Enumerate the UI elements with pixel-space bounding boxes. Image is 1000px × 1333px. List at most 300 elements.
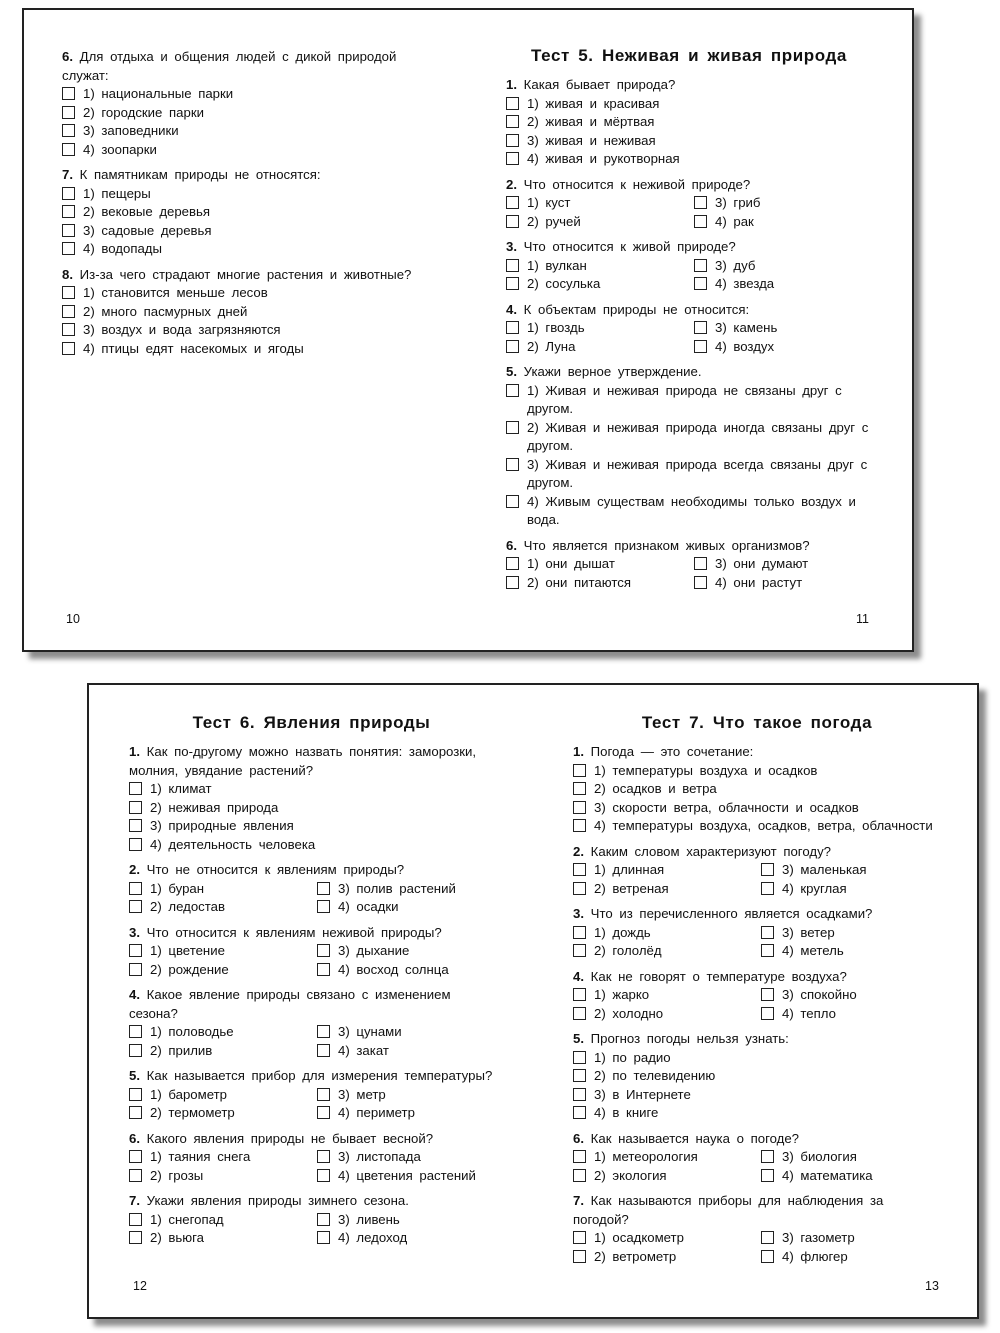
answer-option <box>129 1042 317 1061</box>
answer-option <box>317 898 494 917</box>
answer-checkbox[interactable] <box>573 819 586 832</box>
answer-option-label: 3) дуб <box>715 257 756 273</box>
question-3 <box>129 924 494 980</box>
question-prompt: Какая бывает природа? <box>523 77 676 92</box>
answer-checkbox[interactable] <box>506 259 519 272</box>
question-text <box>573 743 941 762</box>
answer-checkbox[interactable] <box>129 838 142 851</box>
question-number: 6. <box>573 1130 584 1146</box>
answer-checkbox[interactable] <box>573 1069 586 1082</box>
answer-checkbox[interactable] <box>506 384 519 397</box>
answer-checkbox[interactable] <box>506 115 519 128</box>
answer-option <box>317 1042 494 1061</box>
question-list <box>573 743 941 1266</box>
answer-checkbox[interactable] <box>761 1007 774 1020</box>
answer-checkbox[interactable] <box>129 882 142 895</box>
question-text <box>506 76 872 95</box>
answer-option <box>694 574 872 593</box>
answer-option <box>694 319 872 338</box>
answer-checkbox[interactable] <box>573 1169 586 1182</box>
answer-option <box>317 1104 494 1123</box>
answer-option-label: 2) много пасмурных дней <box>83 303 248 319</box>
answer-option-label: 1) вулкан <box>527 257 587 273</box>
answer-option <box>62 104 427 123</box>
book-spread-pages-12-13 <box>87 683 979 1319</box>
answer-checkbox[interactable] <box>506 340 519 353</box>
answer-option <box>506 338 694 357</box>
answer-checkbox[interactable] <box>506 557 519 570</box>
answer-checkbox[interactable] <box>317 1169 330 1182</box>
answer-option-label: 2) ветрометр <box>594 1248 677 1264</box>
answer-option <box>129 1023 317 1042</box>
answer-option <box>62 222 427 241</box>
answer-checkbox[interactable] <box>317 900 330 913</box>
question-1 <box>129 743 494 854</box>
answer-option-label: 2) ручей <box>527 213 581 229</box>
answer-option-label: 4) осадки <box>338 899 399 914</box>
question-number: 5. <box>573 1031 584 1046</box>
answer-option-label: 2) Луна <box>527 338 576 354</box>
answer-checkbox[interactable] <box>506 134 519 147</box>
question-prompt: Как по-другому можно назвать понятия: заморозки, молния, увядание растений? <box>129 744 477 778</box>
question-number: 2. <box>506 176 517 192</box>
question-7 <box>129 1192 494 1248</box>
answer-option-label: 4) зоопарки <box>83 141 157 157</box>
answer-checkbox[interactable] <box>573 988 586 1001</box>
answer-options <box>506 257 872 294</box>
answer-option-label: 1) половодье <box>150 1024 234 1039</box>
answer-option-label: 4) живая и рукотворная <box>527 151 680 166</box>
answer-option <box>129 1167 317 1186</box>
answer-checkbox[interactable] <box>62 342 75 355</box>
question-number: 1. <box>129 744 140 759</box>
answer-checkbox[interactable] <box>573 1051 586 1064</box>
question-6 <box>506 537 872 593</box>
answer-checkbox[interactable] <box>62 323 75 336</box>
answer-checkbox[interactable] <box>506 421 519 434</box>
question-text <box>506 238 872 257</box>
answer-option <box>129 780 494 799</box>
answer-checkbox[interactable] <box>62 87 75 100</box>
answer-checkbox[interactable] <box>506 458 519 471</box>
answer-checkbox[interactable] <box>506 576 519 589</box>
page-number: 13 <box>925 1279 939 1293</box>
answer-checkbox[interactable] <box>129 1106 142 1119</box>
page-12 <box>129 713 494 1293</box>
question-3 <box>506 238 872 294</box>
answer-option-label: 3) они думают <box>715 556 809 571</box>
answer-checkbox[interactable] <box>761 988 774 1001</box>
question-text <box>129 924 494 943</box>
answer-checkbox[interactable] <box>761 944 774 957</box>
answer-checkbox[interactable] <box>62 224 75 237</box>
question-number: 4. <box>573 968 584 984</box>
answer-checkbox[interactable] <box>694 196 707 209</box>
answer-checkbox[interactable] <box>761 1231 774 1244</box>
answer-checkbox[interactable] <box>129 1150 142 1163</box>
answer-option-label: 3) заповедники <box>83 123 179 138</box>
question-text <box>506 176 872 195</box>
answer-checkbox[interactable] <box>62 106 75 119</box>
question-prompt: Что не относится к явлениям природы? <box>146 862 405 877</box>
answer-options <box>573 1049 941 1123</box>
question-2 <box>573 843 941 899</box>
answer-option-label: 3) Живая и неживая природа всегда связаны друг с другом. <box>527 456 868 490</box>
answer-checkbox[interactable] <box>694 340 707 353</box>
answer-option-label: 2) вьюга <box>150 1230 205 1245</box>
answer-option <box>761 1248 941 1267</box>
question-number: 7. <box>573 1193 584 1208</box>
answer-checkbox[interactable] <box>694 215 707 228</box>
answer-checkbox[interactable] <box>129 1213 142 1226</box>
page-title: Тест 6. Явления природы <box>192 713 431 732</box>
answer-checkbox[interactable] <box>573 1088 586 1101</box>
answer-checkbox[interactable] <box>573 1150 586 1163</box>
answer-checkbox[interactable] <box>317 1231 330 1244</box>
answer-checkbox[interactable] <box>129 900 142 913</box>
answer-option-label: 2) осадков и ветра <box>594 781 717 796</box>
answer-checkbox[interactable] <box>694 557 707 570</box>
question-6 <box>129 1130 494 1186</box>
answer-checkbox[interactable] <box>573 1106 586 1119</box>
answer-option-label: 2) они питаются <box>527 574 631 590</box>
answer-option <box>129 1148 317 1167</box>
answer-checkbox[interactable] <box>506 215 519 228</box>
question-prompt: Как называется прибор для измерения температуры? <box>146 1068 493 1083</box>
answer-checkbox[interactable] <box>62 242 75 255</box>
answer-option-label: 3) садовые деревья <box>83 222 212 238</box>
question-5 <box>129 1067 494 1123</box>
answer-option-label: 3) в Интернете <box>594 1086 691 1102</box>
answer-option-label: 1) длинная <box>594 862 665 877</box>
answer-checkbox[interactable] <box>761 926 774 939</box>
answer-option <box>694 194 872 213</box>
answer-checkbox[interactable] <box>506 321 519 334</box>
answer-checkbox[interactable] <box>573 926 586 939</box>
answer-option-label: 3) метр <box>338 1086 386 1102</box>
answer-option-label: 4) звезда <box>715 276 775 291</box>
answer-checkbox[interactable] <box>573 782 586 795</box>
answer-option-label: 1) национальные парки <box>83 86 234 101</box>
answer-option-label: 3) дыхание <box>338 943 410 958</box>
answer-option <box>573 1248 761 1267</box>
answer-option <box>694 257 872 276</box>
answer-option <box>573 1104 941 1123</box>
question-prompt: Как называется наука о погоде? <box>590 1130 800 1146</box>
answer-checkbox[interactable] <box>317 1025 330 1038</box>
answer-checkbox[interactable] <box>129 1231 142 1244</box>
answer-checkbox[interactable] <box>317 963 330 976</box>
answer-option <box>761 1148 941 1167</box>
answer-checkbox[interactable] <box>573 863 586 876</box>
answer-checkbox[interactable] <box>506 495 519 508</box>
answer-option <box>506 113 872 132</box>
answer-checkbox[interactable] <box>694 576 707 589</box>
answer-option-label: 2) рождение <box>150 961 229 977</box>
question-number: 3. <box>506 239 517 254</box>
answer-checkbox[interactable] <box>761 1150 774 1163</box>
answer-options <box>573 924 941 961</box>
question-prompt: Из-за чего страдают многие растения и животные? <box>79 266 412 282</box>
question-text <box>573 1192 941 1229</box>
answer-checkbox[interactable] <box>506 196 519 209</box>
question-4 <box>506 301 872 357</box>
answer-options <box>129 1086 494 1123</box>
answer-option-label: 1) становится меньше лесов <box>83 285 268 300</box>
answer-options <box>573 861 941 898</box>
answer-option-label: 1) буран <box>150 880 205 896</box>
answer-option-label: 2) экология <box>594 1167 667 1183</box>
question-prompt: Какое явление природы связано с изменением сезона? <box>129 987 451 1021</box>
answer-checkbox[interactable] <box>317 1088 330 1101</box>
answer-option <box>573 1049 941 1068</box>
answer-option-label: 1) жарко <box>594 987 650 1002</box>
answer-options <box>129 1023 494 1060</box>
answer-option-label: 4) воздух <box>715 338 775 354</box>
question-1 <box>506 76 872 169</box>
answer-option <box>317 961 494 980</box>
question-number: 2. <box>573 843 584 859</box>
question-number: 4. <box>506 301 517 317</box>
answer-checkbox[interactable] <box>506 152 519 165</box>
question-prompt: Что из перечисленного является осадками? <box>590 906 873 921</box>
page-number: 11 <box>856 612 869 626</box>
answer-option-label: 4) рак <box>715 213 754 229</box>
answer-option-label: 1) цветение <box>150 943 225 958</box>
answer-checkbox[interactable] <box>573 1231 586 1244</box>
answer-option <box>506 456 872 493</box>
answer-checkbox[interactable] <box>573 944 586 957</box>
answer-option-label: 1) осадкометр <box>594 1230 684 1245</box>
answer-option <box>573 942 761 961</box>
answer-checkbox[interactable] <box>129 782 142 795</box>
answer-option-label: 4) периметр <box>338 1105 415 1120</box>
answer-checkbox[interactable] <box>573 764 586 777</box>
answer-options <box>129 1148 494 1185</box>
answer-option <box>506 493 872 530</box>
answer-option <box>129 817 494 836</box>
answer-options <box>62 85 427 159</box>
answer-option-label: 2) живая и мёртвая <box>527 114 655 129</box>
answer-checkbox[interactable] <box>62 286 75 299</box>
answer-option-label: 1) гвоздь <box>527 320 585 335</box>
answer-checkbox[interactable] <box>694 259 707 272</box>
answer-option-label: 1) куст <box>527 195 571 210</box>
answer-option <box>506 213 694 232</box>
answer-checkbox[interactable] <box>129 963 142 976</box>
answer-option <box>573 1005 761 1024</box>
answer-options <box>573 1148 941 1185</box>
page-11 <box>506 46 872 626</box>
answer-option <box>62 284 427 303</box>
question-number: 6. <box>62 49 73 64</box>
question-text <box>129 986 494 1023</box>
answer-option <box>317 1023 494 1042</box>
answer-checkbox[interactable] <box>317 1044 330 1057</box>
answer-checkbox[interactable] <box>317 1213 330 1226</box>
question-number: 2. <box>129 862 140 877</box>
answer-option <box>506 419 872 456</box>
answer-option-label: 1) живая и красивая <box>527 95 660 111</box>
answer-checkbox[interactable] <box>694 277 707 290</box>
answer-option-label: 1) дождь <box>594 924 651 940</box>
answer-checkbox[interactable] <box>317 944 330 957</box>
answer-option <box>62 141 427 160</box>
answer-option <box>573 1167 761 1186</box>
answer-option <box>506 319 694 338</box>
answer-option <box>573 924 761 943</box>
answer-option <box>694 213 872 232</box>
answer-option <box>129 898 317 917</box>
answer-checkbox[interactable] <box>573 1250 586 1263</box>
answer-option <box>62 185 427 204</box>
answer-option <box>129 1086 317 1105</box>
answer-option <box>129 961 317 980</box>
answer-option <box>129 799 494 818</box>
question-prompt: К памятникам природы не относятся: <box>79 167 321 182</box>
question-prompt: Укажи явления природы зимнего сезона. <box>146 1193 409 1208</box>
answer-option <box>62 122 427 141</box>
answer-option-label: 2) вековые деревья <box>83 204 211 219</box>
answer-option <box>761 1005 941 1024</box>
answer-checkbox[interactable] <box>573 882 586 895</box>
answer-option-label: 3) спокойно <box>782 987 857 1002</box>
answer-checkbox[interactable] <box>62 305 75 318</box>
answer-checkbox[interactable] <box>573 1007 586 1020</box>
question-text <box>129 743 494 780</box>
answer-options <box>129 942 494 979</box>
answer-option <box>62 303 427 322</box>
answer-option <box>129 836 494 855</box>
answer-option-label: 1) климат <box>150 781 212 796</box>
answer-option-label: 2) прилив <box>150 1042 213 1058</box>
answer-options <box>506 95 872 169</box>
question-list <box>129 743 494 1248</box>
answer-options <box>573 986 941 1023</box>
answer-option-label: 1) пещеры <box>83 185 151 201</box>
page-title: Тест 5. Неживая и живая природа <box>530 46 847 65</box>
answer-option-label: 3) полив растений <box>338 880 456 896</box>
question-5 <box>573 1030 941 1123</box>
answer-option <box>62 203 427 222</box>
question-text <box>129 861 494 880</box>
answer-option-label: 1) метеорология <box>594 1149 698 1164</box>
answer-option-label: 4) цветения растений <box>338 1167 476 1183</box>
answer-option-label: 3) цунами <box>338 1024 402 1039</box>
answer-checkbox[interactable] <box>62 143 75 156</box>
answer-checkbox[interactable] <box>506 277 519 290</box>
question-3 <box>62 266 427 359</box>
answer-checkbox[interactable] <box>129 801 142 814</box>
question-prompt: Погода — это сочетание: <box>590 744 754 759</box>
book-spread-pages-10-11 <box>22 8 914 652</box>
answer-checkbox[interactable] <box>129 1044 142 1057</box>
answer-option <box>761 942 941 961</box>
answer-option <box>761 861 941 880</box>
answer-option-label: 2) холодно <box>594 1005 664 1021</box>
answer-checkbox[interactable] <box>761 1169 774 1182</box>
question-text <box>506 537 872 556</box>
answer-checkbox[interactable] <box>62 187 75 200</box>
answer-checkbox[interactable] <box>129 819 142 832</box>
answer-option <box>506 382 872 419</box>
page-13 <box>573 713 941 1293</box>
answer-option-label: 1) они дышат <box>527 556 615 571</box>
question-prompt: Укажи верное утверждение. <box>523 364 702 379</box>
answer-option <box>506 95 872 114</box>
answer-checkbox[interactable] <box>761 882 774 895</box>
question-prompt: Как называются приборы для наблюдения за погодой? <box>573 1193 884 1227</box>
answer-option-label: 4) флюгер <box>782 1248 848 1264</box>
question-5 <box>506 363 872 530</box>
answer-option <box>317 942 494 961</box>
answer-option <box>761 924 941 943</box>
answer-checkbox[interactable] <box>62 205 75 218</box>
answer-option-label: 4) деятельность человека <box>150 836 316 852</box>
question-prompt: Какого явления природы не бывает весной? <box>146 1130 434 1146</box>
answer-checkbox[interactable] <box>761 1250 774 1263</box>
answer-checkbox[interactable] <box>129 1169 142 1182</box>
answer-option-label: 2) сосулька <box>527 276 601 291</box>
answer-checkbox[interactable] <box>129 944 142 957</box>
answer-option <box>62 321 427 340</box>
answer-option <box>573 1086 941 1105</box>
question-number: 1. <box>573 744 584 759</box>
answer-option-label: 2) гололёд <box>594 943 662 958</box>
question-text <box>62 48 427 85</box>
question-prompt: Прогноз погоды нельзя узнать: <box>590 1031 789 1046</box>
answer-option-label: 3) листопада <box>338 1149 421 1164</box>
answer-option-label: 3) маленькая <box>782 862 867 877</box>
answer-option-label: 4) тепло <box>782 1005 836 1021</box>
question-2 <box>506 176 872 232</box>
answer-option <box>129 880 317 899</box>
answer-option <box>761 1229 941 1248</box>
answer-option-label: 2) неживая природа <box>150 799 279 815</box>
answer-checkbox[interactable] <box>62 124 75 137</box>
question-list <box>506 76 872 592</box>
answer-option-label: 3) воздух и вода загрязняются <box>83 322 281 337</box>
question-7 <box>573 1192 941 1266</box>
question-prompt: Что относится к явлениям неживой природы? <box>146 924 442 940</box>
answer-option-label: 3) ветер <box>782 924 835 940</box>
answer-option <box>129 1104 317 1123</box>
answer-options <box>129 1211 494 1248</box>
answer-option-label: 2) Живая и неживая природа иногда связаны друг с другом. <box>527 419 869 453</box>
answer-checkbox[interactable] <box>573 801 586 814</box>
answer-checkbox[interactable] <box>761 863 774 876</box>
answer-checkbox[interactable] <box>506 97 519 110</box>
question-text <box>573 1030 941 1049</box>
answer-checkbox[interactable] <box>317 1150 330 1163</box>
answer-option-label: 1) Живая и неживая природа не связаны друг с другом. <box>527 382 842 416</box>
answer-option <box>573 799 941 818</box>
answer-option-label: 2) ледостав <box>150 899 225 914</box>
answer-checkbox[interactable] <box>317 882 330 895</box>
answer-checkbox[interactable] <box>317 1106 330 1119</box>
answer-checkbox[interactable] <box>694 321 707 334</box>
question-2 <box>129 861 494 917</box>
question-text <box>573 1130 941 1149</box>
answer-option-label: 4) температуры воздуха, осадков, ветра, облачности <box>594 818 933 833</box>
answer-checkbox[interactable] <box>129 1025 142 1038</box>
page-title: Тест 7. Что такое погода <box>641 713 873 732</box>
answer-option-label: 2) по телевидению <box>594 1068 716 1083</box>
question-number: 6. <box>506 537 517 553</box>
answer-checkbox[interactable] <box>129 1088 142 1101</box>
answer-option <box>62 85 427 104</box>
page-10 <box>62 48 427 626</box>
